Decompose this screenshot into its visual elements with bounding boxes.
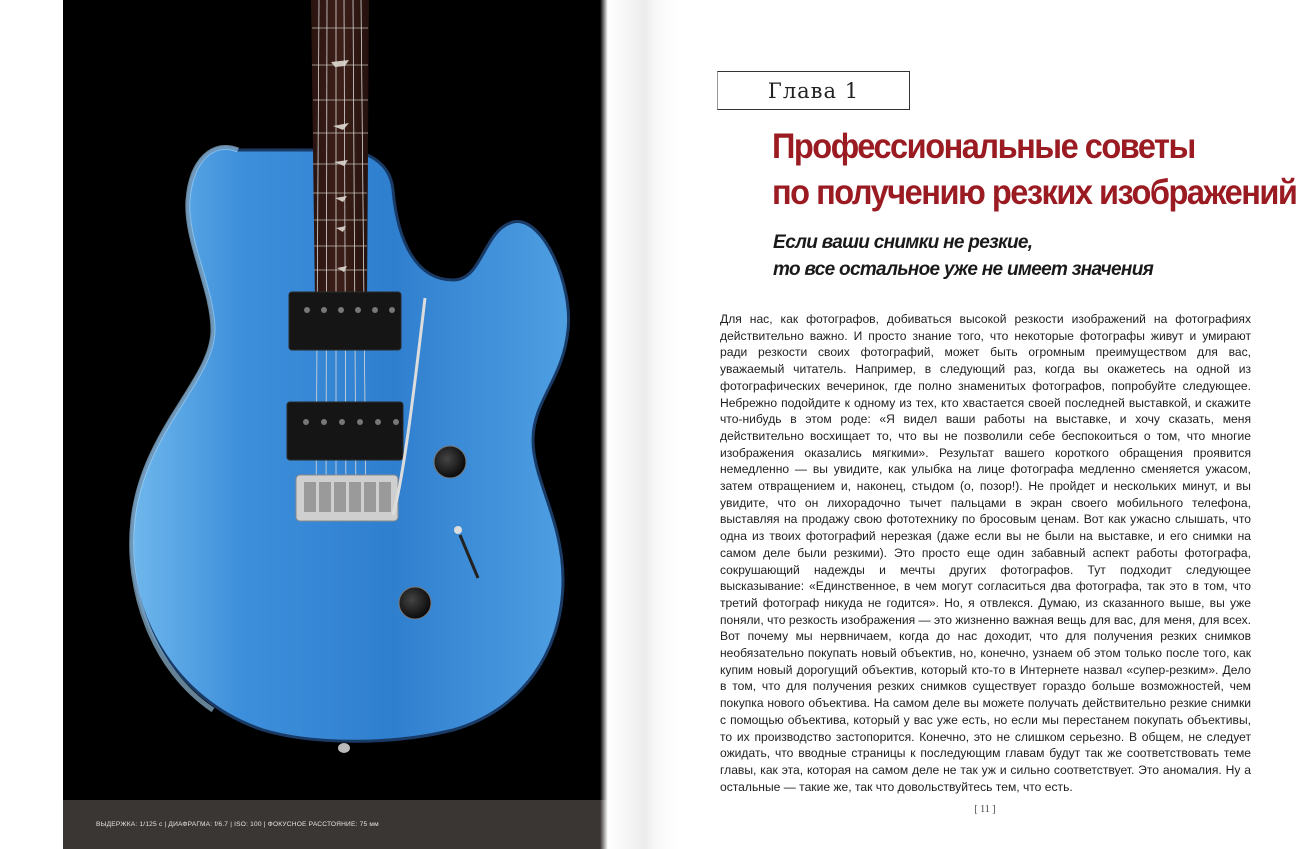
body-paragraph: Для нас, как фотографов, добиваться высокой резкости изображений на фотографиях действительно важно. И просто знание того, что некоторые фотографы живут и умирают ради резкости своих фотографий, может быть огромным преимуществом для вас, уважаемый читатель. Например, в следующий раз, когда вы окажетесь на одной из фотографических вечеринок, где полно знаменитых фотографов, попробуйте следующее. Небрежно подойдите к одному из тех, кто хвастается своей последней выставкой, и скажите что-нибудь в этом роде: «Я видел ваши работы на выставке, и хочу сказать, меня действительно восхищает то, что вы не позволили себе беспокоиться о том, что многие изображения оказались мягкими». Результат вашего короткого обращения проявится немедленно — вы увидите, как улыбка на лице фотографа медленно сменяется ужасом, затем отвращением и, наконец, стыдом (о, позор!). Не пройдет и нескольких минут, и вы увидите, что он лихорадочно тычет пальцами в экран своего мобильного телефона, выставляя на продажу свою фототехнику по бросовым ценам. Вот как ужасно слышать, что одна из твоих фотографий нерезкая (даже если вы не были на выставке, и его снимки на самом деле были резкими). Это просто еще один забавный аспект работы фотографа, сокрушающий надежды и мечты других фотографов. Тут подходит следующее высказывание: «Единственное, в чем могут согласиться два фотографа, так это в том, что третий фотограф никуда не годится». Но, я отвлекся. Думаю, из сказанного выше, вы уже поняли, что резкость изображения — это жизненно важная вещь для вас, для меня, для всех. Вот почему мы нервничаем, когда до нас доходит, что для получения резких снимков необязательно покупать новый объектив, но, конечно, узнаем об этом только после того, как купим новый дорогущий объектив, который кто-то в Интернете назвал «супер-резким». Дело в том, что для получения резких снимков существует гораздо больше возможностей, чем покупка нового объектива. На самом деле вы можете получать действительно резкие снимки с помощью объектива, который у вас уже есть, но если мы перестанем покупать объективы, то их производство застопорится. Конечно, это не слишком серьезно. В общем, не следует ожидать, что вводные страницы к последующим главам будут так же соответствовать теме главы, как эта, которая на самом деле не так уж и сильно соответствует. Это аномалия. Ну а остальные — такие же, так что довольствуйтесь тем, что есть. (720, 312, 1251, 794)
guitar-photo (63, 0, 610, 800)
chapter-title-line-1: Профессиональные советы (772, 127, 1195, 166)
tone-knob (399, 587, 431, 619)
neck-pickup (289, 292, 401, 350)
chapter-label: Глава 1 (767, 78, 860, 103)
chapter-subtitle (773, 229, 1193, 283)
guitar-neck (311, 0, 369, 300)
page-number: [ 11 ] (974, 804, 996, 815)
chapter-title-line-2: по получению резких изображений (772, 173, 1297, 212)
chapter-label-box (717, 71, 910, 110)
chapter-subtitle-line-2: то все остальное уже не имеет значения (773, 259, 1154, 280)
chapter-subtitle-line-1: Если ваши снимки не резкие, (773, 232, 1033, 253)
photo-exif-caption: ВЫДЕРЖКА: 1/125 с | ДИАФРАГМА: f/6.7 | ISO: 100 | ФОКУСНОЕ РАССТОЯНИЕ: 75 мм (96, 821, 379, 828)
bridge-pickup (287, 402, 403, 460)
chapter-title (772, 124, 1297, 216)
right-page (652, 0, 1305, 849)
left-page (0, 0, 652, 849)
volume-knob (434, 446, 466, 478)
photo-caption-bar (63, 800, 610, 849)
